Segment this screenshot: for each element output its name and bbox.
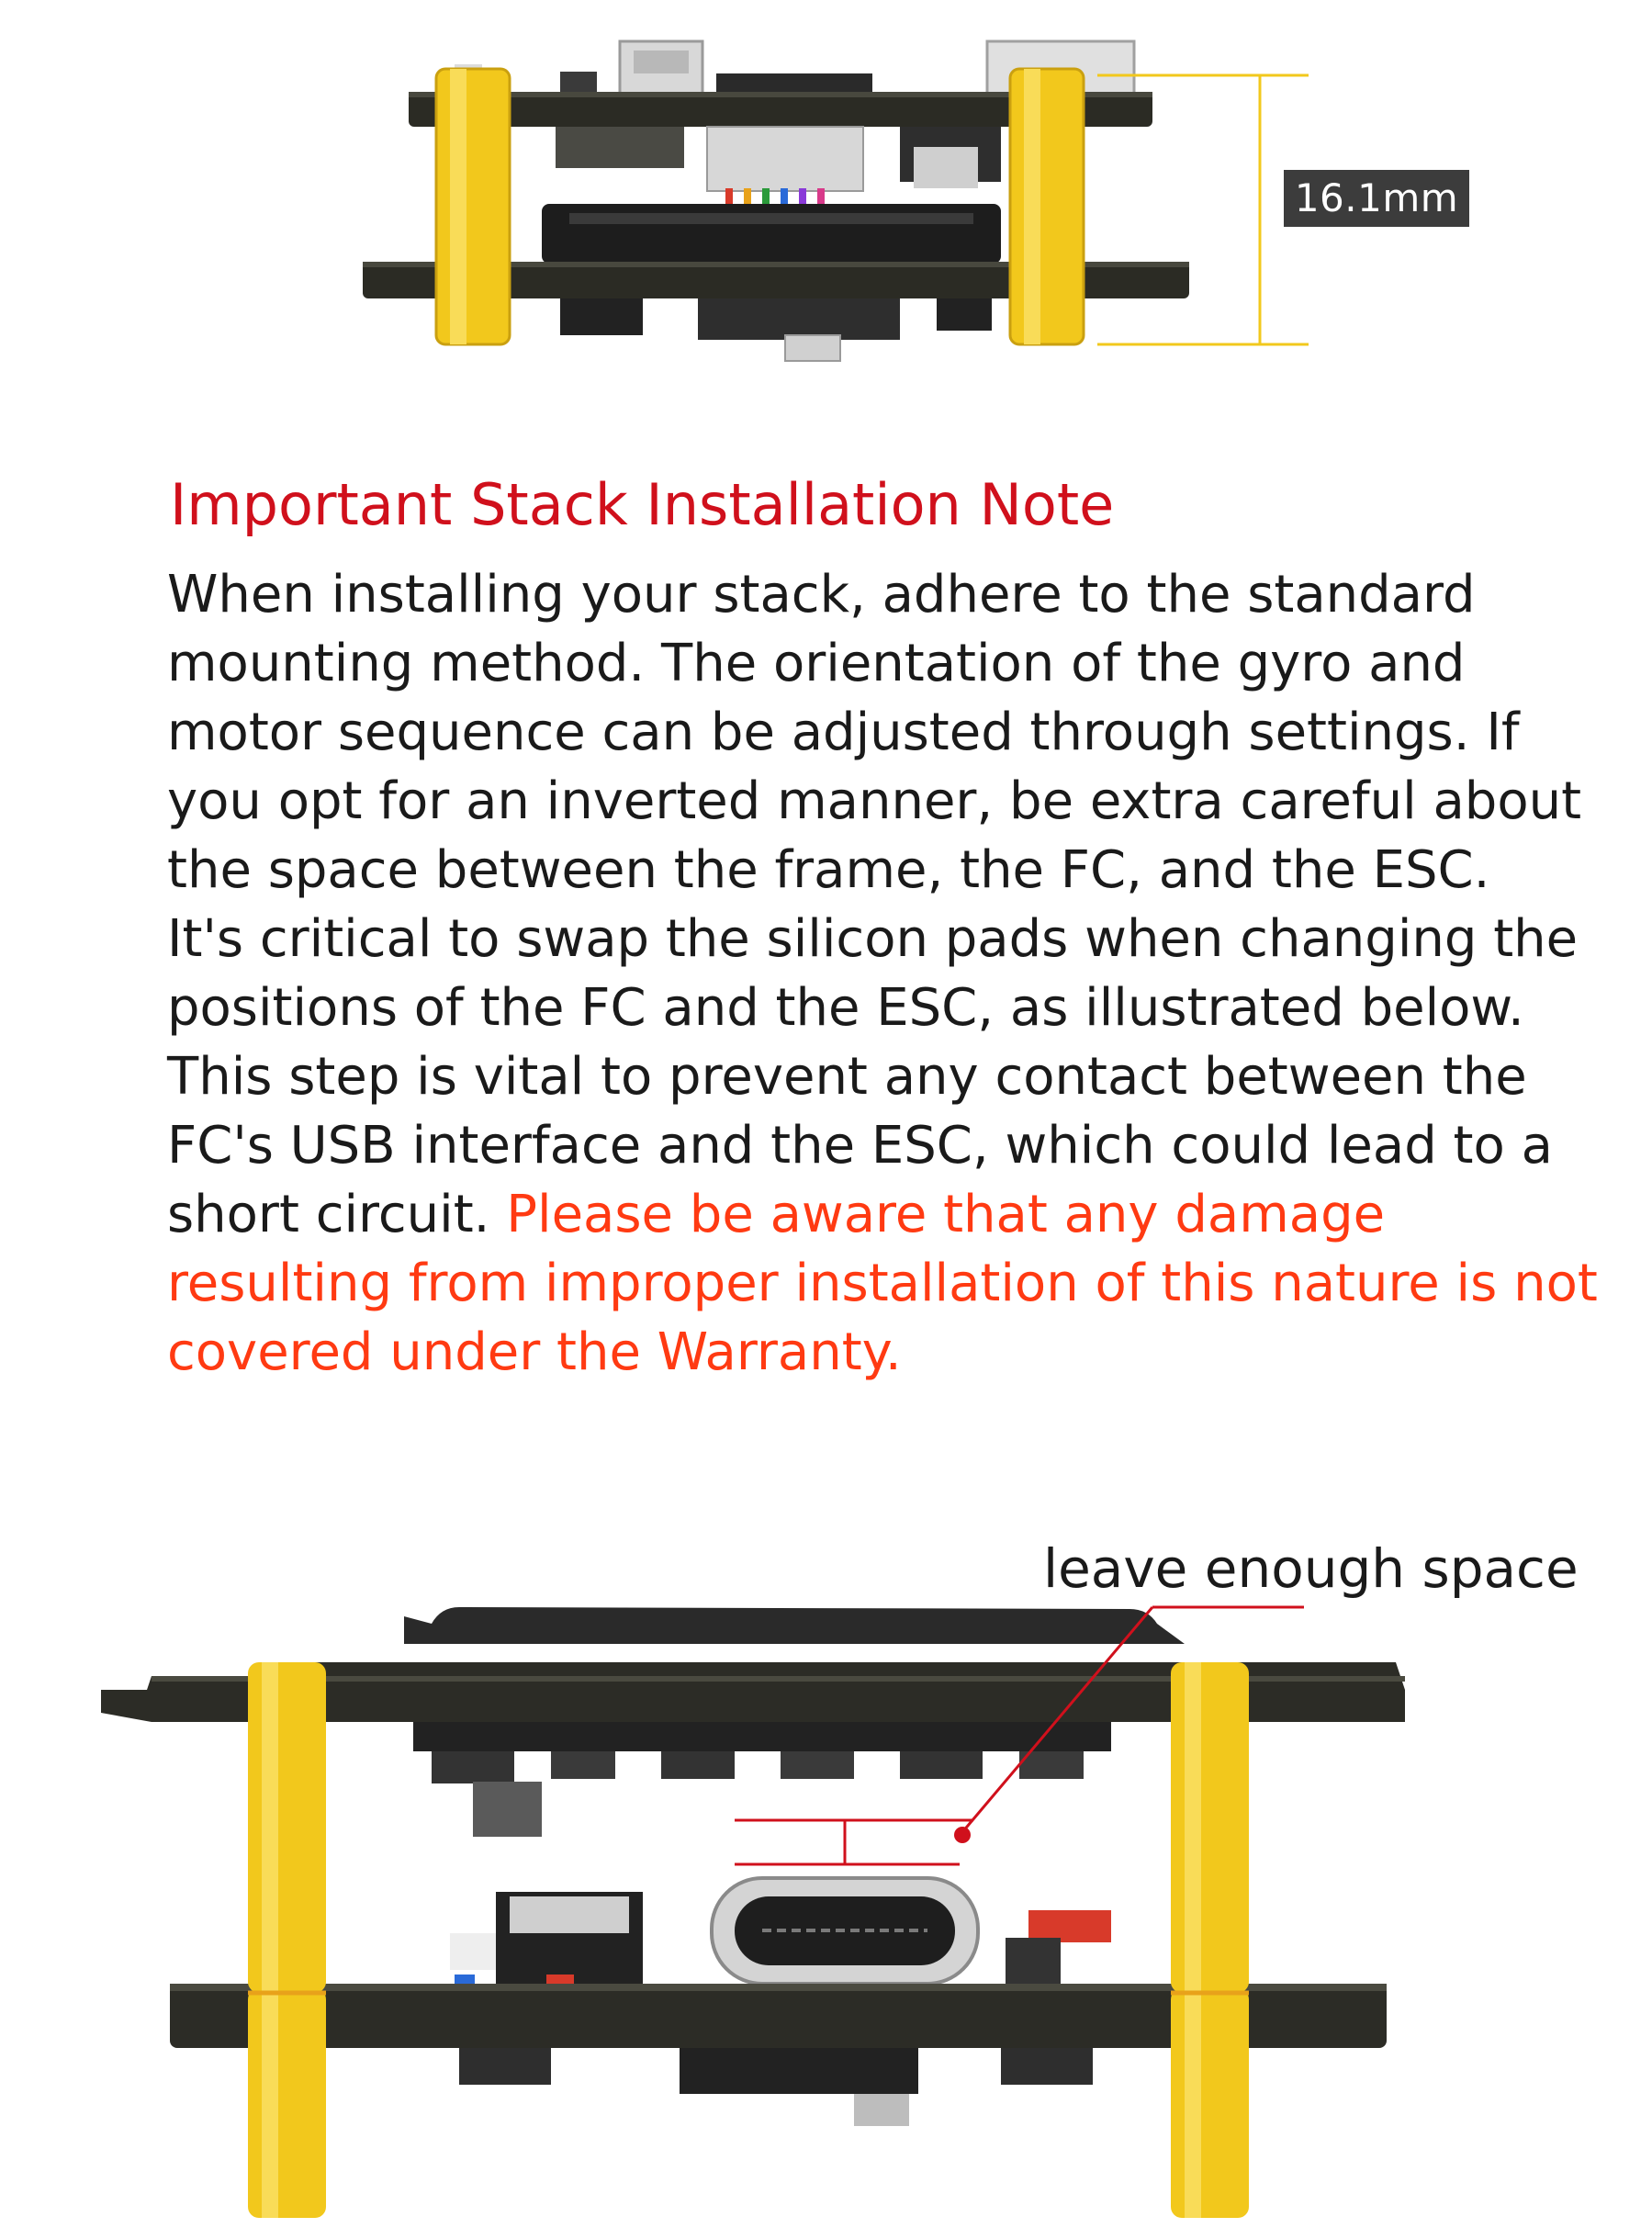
- note-paragraph-2: [167, 905, 1600, 1387]
- note-body: [167, 560, 1600, 1387]
- stack-side-view-figure: [0, 0, 1652, 386]
- leave-space-callout: leave enough space: [1043, 1537, 1579, 1600]
- warranty-warning: Please be aware that any damage resulting from improper installation of this nature is not covered under the Warranty.: [167, 1185, 1598, 1382]
- note-paragraph-2-text: It's critical to swap the silicon pads when changing the positions of the FC and the ESC, as illustrated below. This step is vital to prevent any contact between the FC's USB interface and the ESC, which could lead to a short circuit.: [167, 909, 1579, 1244]
- note-paragraph-1: When installing your stack, adhere to the standard mounting method. The orientation of the gyro and motor sequence can be adjusted through settings. If you opt for an inverted manner, be extra careful about the space between the frame, the FC, and the ESC.: [167, 565, 1582, 900]
- inverted-stack-figure: [0, 1506, 1652, 2239]
- note-title: Important Stack Installation Note: [170, 471, 1115, 538]
- height-dimension-label: 16.1mm: [1284, 170, 1469, 227]
- inverted-stack-illustration: [0, 1506, 1652, 2239]
